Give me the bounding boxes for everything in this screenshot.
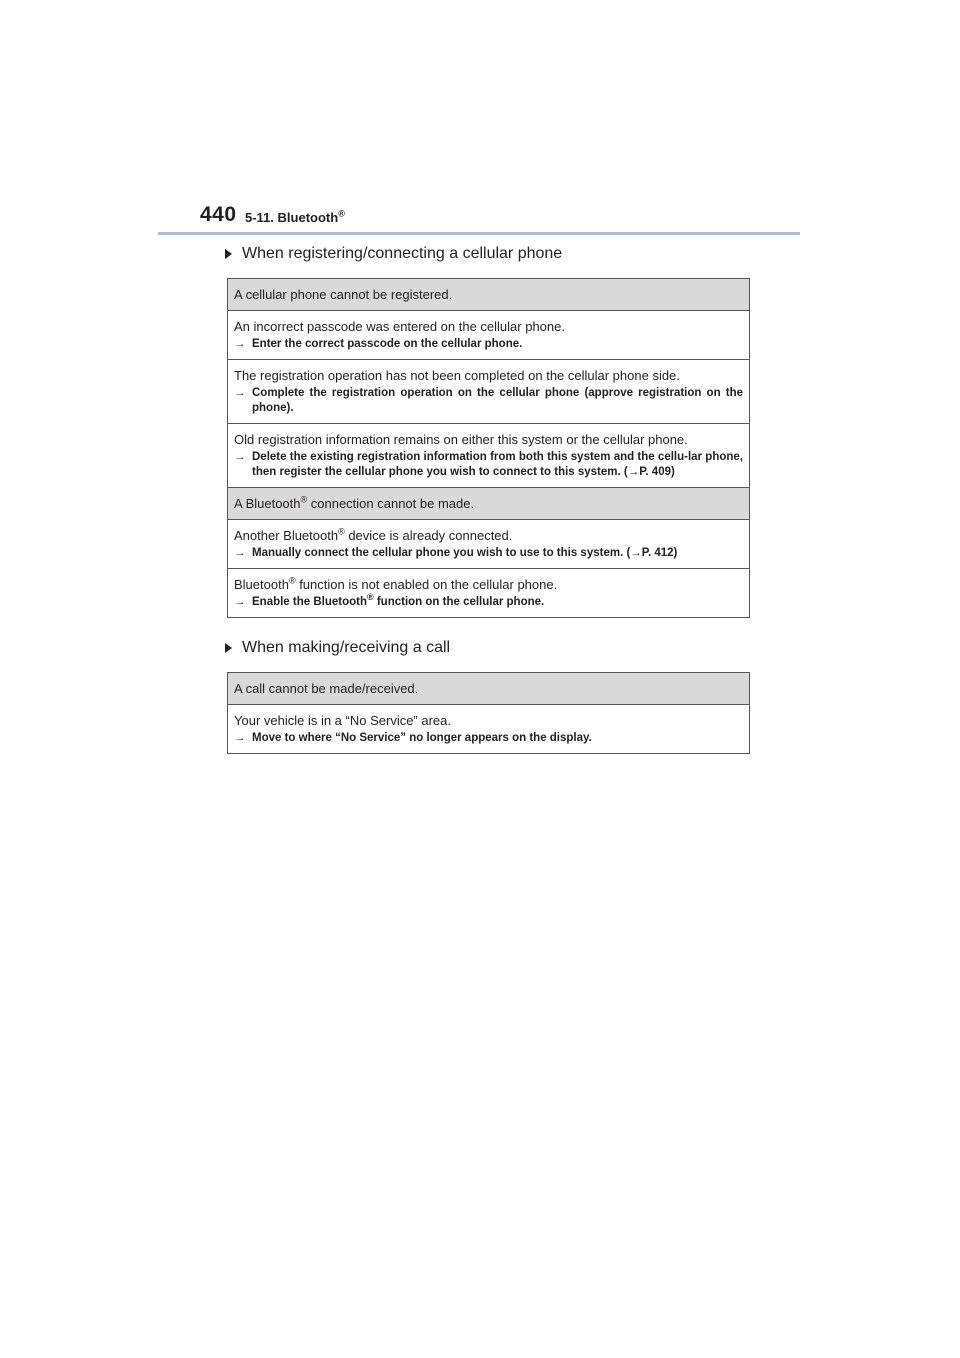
fix-text	[234, 386, 743, 416]
fix-label: Manually connect the cellular phone you wish to use to this system. (→P. 412)	[252, 547, 678, 559]
arrow-icon: →	[234, 732, 246, 744]
cause-text: The registration operation has not been completed on the cellular phone side.	[234, 368, 680, 383]
fix-label: Complete the registration operation on the cellular phone (approve registration on the phone).	[252, 387, 743, 414]
cause-text	[234, 527, 743, 544]
cause-cell	[228, 360, 750, 424]
cause-text-a: Another Bluetooth	[234, 528, 339, 543]
fix-text	[234, 450, 743, 480]
symptom-cell	[228, 488, 750, 520]
fix-label: Move to where “No Service” no longer appears on the display.	[252, 732, 592, 744]
fix-label: Delete the existing registration information from both this system and the cellu-lar phone, then register the cellular phone you wish to connect to this system. (→P. 409)	[252, 451, 743, 478]
cause-cell	[228, 569, 750, 618]
troubleshooting-table-registering	[227, 278, 750, 618]
cause-text: An incorrect passcode was entered on the cellular phone.	[234, 319, 565, 334]
fix-label-a: Enable the Bluetooth	[252, 596, 367, 608]
table-row	[228, 360, 750, 424]
table-header-row	[228, 488, 750, 520]
subheading-calls	[225, 639, 450, 657]
fix-label: Enter the correct passcode on the cellular phone.	[252, 338, 523, 350]
cause-text	[234, 576, 743, 593]
fix-text	[234, 337, 743, 352]
table-row	[228, 569, 750, 618]
symptom-cell: A cellular phone cannot be registered.	[228, 279, 750, 311]
subheading-text: When making/receiving a call	[242, 639, 451, 656]
cause-cell	[228, 520, 750, 569]
cause-text-b: function is not enabled on the cellular phone.	[295, 577, 558, 592]
cause-text-b: device is already connected.	[344, 528, 513, 543]
arrow-icon: →	[234, 596, 246, 608]
section-title	[245, 210, 345, 225]
table-header-row	[228, 673, 750, 705]
registered-mark: ®	[300, 494, 308, 505]
fix-text	[234, 592, 743, 610]
troubleshooting-table-calls	[227, 672, 750, 754]
table-header-row	[228, 279, 750, 311]
fix-label-b: function on the cellular phone.	[373, 596, 545, 608]
cause-cell	[228, 311, 750, 360]
registered-mark: ®	[288, 575, 296, 586]
table-row	[228, 705, 750, 754]
symptom-cell: A call cannot be made/received.	[228, 673, 750, 705]
section-title-text: 5-11. Bluetooth	[245, 210, 339, 225]
subheading-text: When registering/connecting a cellular phone	[242, 245, 563, 262]
triangle-bullet-icon	[225, 249, 232, 259]
symptom-text-a: A Bluetooth	[234, 496, 301, 511]
table-row	[228, 311, 750, 360]
registered-mark: ®	[367, 592, 374, 603]
arrow-icon: →	[234, 547, 246, 559]
symptom-text-b: connection cannot be made.	[307, 496, 475, 511]
registered-mark: ®	[338, 208, 345, 219]
page-number: 440	[200, 203, 237, 226]
subheading-registering	[225, 245, 562, 263]
fix-text	[234, 731, 743, 746]
registered-mark: ®	[338, 526, 345, 537]
triangle-bullet-icon	[225, 643, 232, 653]
arrow-icon: →	[234, 387, 246, 399]
cause-cell	[228, 424, 750, 488]
cause-cell	[228, 705, 750, 754]
cause-text: Old registration information remains on either this system or the cellular phone.	[234, 432, 688, 447]
cause-text-a: Bluetooth	[234, 577, 289, 592]
table-row	[228, 520, 750, 569]
arrow-icon: →	[234, 451, 246, 463]
fix-text	[234, 546, 743, 561]
cause-text: Your vehicle is in a “No Service” area.	[234, 713, 452, 728]
header-rule	[158, 232, 800, 235]
arrow-icon: →	[234, 338, 246, 350]
table-row	[228, 424, 750, 488]
